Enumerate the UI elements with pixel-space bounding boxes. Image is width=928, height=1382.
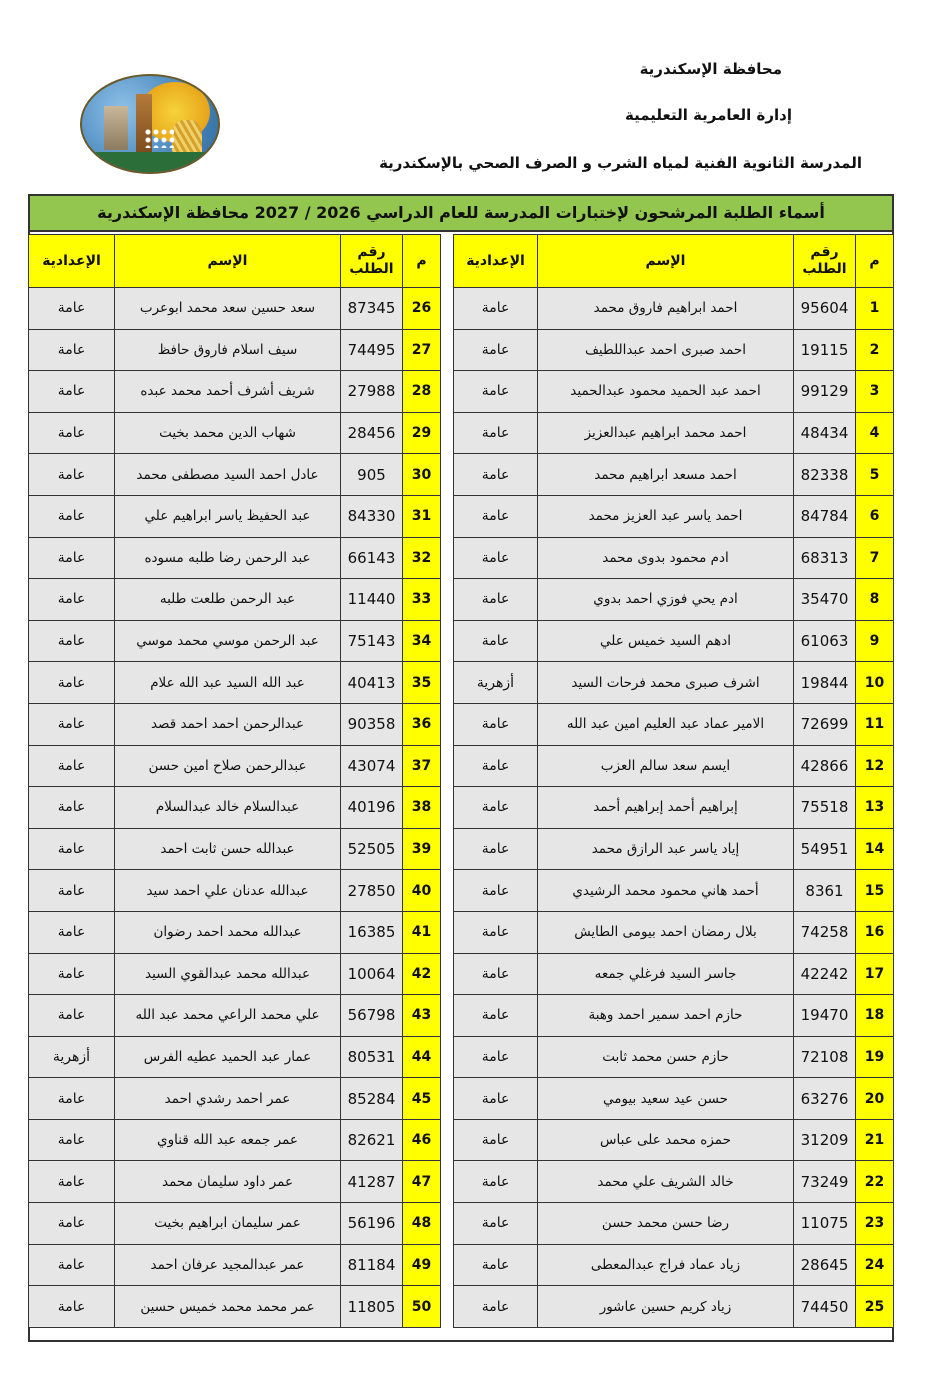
preparatory-type: عامة [29, 495, 115, 537]
preparatory-type: عامة [454, 995, 538, 1037]
row-number: 48 [403, 1203, 441, 1245]
row-number: 8 [856, 579, 894, 621]
student-name: احمد ياسر عبد العزيز محمد [538, 495, 794, 537]
logo-stars-shape [144, 128, 174, 148]
row-number: 6 [856, 495, 894, 537]
student-name: سعد حسين سعد محمد ابوعرب [115, 288, 341, 330]
preparatory-type: عامة [29, 745, 115, 787]
preparatory-type: عامة [29, 870, 115, 912]
table-row [29, 329, 441, 371]
table-row [29, 495, 441, 537]
preparatory-type: عامة [454, 1161, 538, 1203]
preparatory-type: عامة [454, 745, 538, 787]
row-number: 23 [856, 1203, 894, 1245]
preparatory-type: عامة [29, 703, 115, 745]
col-header-name: الإسم [538, 235, 794, 288]
table-row [29, 1286, 441, 1328]
preparatory-type: عامة [29, 1286, 115, 1328]
student-name: ادم يحي فوزي احمد بدوي [538, 579, 794, 621]
application-number: 75143 [341, 620, 403, 662]
row-number: 32 [403, 537, 441, 579]
row-number: 14 [856, 828, 894, 870]
student-name: عبدالله حسن ثابت احمد [115, 828, 341, 870]
application-number: 73249 [794, 1161, 856, 1203]
student-name: ادهم السيد خميس علي [538, 620, 794, 662]
table-row [454, 870, 894, 912]
row-number: 26 [403, 288, 441, 330]
preparatory-type: عامة [454, 1078, 538, 1120]
student-name: احمد محمد ابراهيم عبدالعزيز [538, 412, 794, 454]
administration-heading: إدارة العامرية التعليمية [624, 106, 792, 124]
table-row [454, 745, 894, 787]
table-row [29, 870, 441, 912]
student-name: عبدالرحمن صلاح امين حسن [115, 745, 341, 787]
table-row [29, 1244, 441, 1286]
application-number: 48434 [794, 412, 856, 454]
row-number: 47 [403, 1161, 441, 1203]
row-number: 24 [856, 1244, 894, 1286]
table-row [454, 495, 894, 537]
col-header-code-line1: رقم [810, 244, 839, 260]
application-number: 72699 [794, 703, 856, 745]
school-logo [80, 74, 220, 174]
student-name: احمد عبد الحميد محمود عبدالحميد [538, 371, 794, 413]
row-number: 41 [403, 911, 441, 953]
col-header-num: م [403, 235, 441, 288]
preparatory-type: عامة [454, 1203, 538, 1245]
student-name: عبد الرحمن موسي محمد موسي [115, 620, 341, 662]
application-number: 84330 [341, 495, 403, 537]
student-name: شهاب الدين محمد بخيت [115, 412, 341, 454]
table-row [454, 828, 894, 870]
row-number: 7 [856, 537, 894, 579]
student-name: احمد صبرى احمد عبداللطيف [538, 329, 794, 371]
application-number: 56798 [341, 995, 403, 1037]
application-number: 28456 [341, 412, 403, 454]
col-header-code-line2: الطلب [349, 261, 394, 277]
preparatory-type: عامة [29, 1244, 115, 1286]
application-number: 90358 [341, 703, 403, 745]
student-name: عبد الحفيظ ياسر ابراهيم علي [115, 495, 341, 537]
row-number: 13 [856, 787, 894, 829]
preparatory-type: عامة [454, 1119, 538, 1161]
student-name: عبد الرحمن طلعت طلبه [115, 579, 341, 621]
row-number: 16 [856, 911, 894, 953]
table-row [454, 662, 894, 704]
row-number: 3 [856, 371, 894, 413]
row-number: 11 [856, 703, 894, 745]
row-number: 46 [403, 1119, 441, 1161]
preparatory-type: عامة [454, 329, 538, 371]
row-number: 37 [403, 745, 441, 787]
student-name: عمار عبد الحميد عطيه الفرس [115, 1036, 341, 1078]
col-header-code [794, 235, 856, 288]
preparatory-type: عامة [454, 870, 538, 912]
row-number: 27 [403, 329, 441, 371]
application-number: 11075 [794, 1203, 856, 1245]
student-name: عبدالله عدنان علي احمد سيد [115, 870, 341, 912]
col-header-prep: الإعدادية [454, 235, 538, 288]
student-name: عادل احمد السيد مصطفى محمد [115, 454, 341, 496]
preparatory-type: عامة [29, 953, 115, 995]
preparatory-type: عامة [454, 454, 538, 496]
preparatory-type: عامة [29, 1078, 115, 1120]
table-row [454, 454, 894, 496]
row-number: 4 [856, 412, 894, 454]
preparatory-type: عامة [29, 371, 115, 413]
application-number: 35470 [794, 579, 856, 621]
row-number: 39 [403, 828, 441, 870]
row-number: 9 [856, 620, 894, 662]
table-header-row [454, 235, 894, 288]
row-number: 38 [403, 787, 441, 829]
preparatory-type: عامة [29, 1119, 115, 1161]
application-number: 41287 [341, 1161, 403, 1203]
application-number: 19844 [794, 662, 856, 704]
preparatory-type: عامة [29, 1203, 115, 1245]
row-number: 25 [856, 1286, 894, 1328]
table-row [29, 828, 441, 870]
student-name: عمر جمعه عبد الله قناوي [115, 1119, 341, 1161]
table-row [454, 288, 894, 330]
application-number: 85284 [341, 1078, 403, 1120]
table-row [454, 1119, 894, 1161]
table-row [454, 371, 894, 413]
table-row [29, 1119, 441, 1161]
application-number: 74450 [794, 1286, 856, 1328]
preparatory-type: عامة [454, 828, 538, 870]
row-number: 30 [403, 454, 441, 496]
table-row [29, 1078, 441, 1120]
table-row [29, 1203, 441, 1245]
students-table-left [28, 234, 441, 1328]
student-name: عبد الله السيد عبد الله علام [115, 662, 341, 704]
application-number: 54951 [794, 828, 856, 870]
student-name: ادم محمود بدوى محمد [538, 537, 794, 579]
table-row [454, 995, 894, 1037]
row-number: 29 [403, 412, 441, 454]
table-row [29, 911, 441, 953]
application-number: 8361 [794, 870, 856, 912]
student-name: ايسم سعد سالم العزب [538, 745, 794, 787]
preparatory-type: عامة [29, 995, 115, 1037]
row-number: 50 [403, 1286, 441, 1328]
table-row [454, 537, 894, 579]
student-name: عمر سليمان ابراهيم بخيت [115, 1203, 341, 1245]
table-row [29, 662, 441, 704]
table-row [454, 412, 894, 454]
application-number: 27988 [341, 371, 403, 413]
application-number: 99129 [794, 371, 856, 413]
row-number: 12 [856, 745, 894, 787]
row-number: 17 [856, 953, 894, 995]
student-name: رضا حسن محمد حسن [538, 1203, 794, 1245]
student-name: حازم احمد سمير احمد وهبة [538, 995, 794, 1037]
row-number: 19 [856, 1036, 894, 1078]
table-row [454, 787, 894, 829]
student-name: عمر احمد رشدي احمد [115, 1078, 341, 1120]
list-title: أسماء الطلبة المرشحون لإختبارات المدرسة للعام الدراسي 2026 / 2027 محافظة الإسكندرية [30, 196, 892, 232]
students-list-frame [28, 194, 894, 1342]
row-number: 5 [856, 454, 894, 496]
application-number: 56196 [341, 1203, 403, 1245]
preparatory-type: عامة [454, 787, 538, 829]
application-number: 66143 [341, 537, 403, 579]
preparatory-type: أزهرية [454, 662, 538, 704]
application-number: 19115 [794, 329, 856, 371]
student-name: زياد كريم حسين عاشور [538, 1286, 794, 1328]
student-name: خالد الشريف علي محمد [538, 1161, 794, 1203]
table-row [29, 454, 441, 496]
table-row [29, 620, 441, 662]
table-row [29, 537, 441, 579]
student-name: زياد عماد فراج عبدالمعطى [538, 1244, 794, 1286]
row-number: 36 [403, 703, 441, 745]
preparatory-type: عامة [454, 537, 538, 579]
application-number: 10064 [341, 953, 403, 995]
table-row [454, 1203, 894, 1245]
application-number: 27850 [341, 870, 403, 912]
application-number: 74258 [794, 911, 856, 953]
table-header-row [29, 235, 441, 288]
preparatory-type: عامة [454, 1286, 538, 1328]
col-header-code [341, 235, 403, 288]
preparatory-type: عامة [29, 288, 115, 330]
table-row [29, 1161, 441, 1203]
student-name: احمد مسعد ابراهيم محمد [538, 454, 794, 496]
row-number: 49 [403, 1244, 441, 1286]
application-number: 40413 [341, 662, 403, 704]
application-number: 81184 [341, 1244, 403, 1286]
table-row [29, 703, 441, 745]
application-number: 72108 [794, 1036, 856, 1078]
preparatory-type: عامة [29, 454, 115, 496]
row-number: 1 [856, 288, 894, 330]
preparatory-type: عامة [29, 828, 115, 870]
preparatory-type: عامة [454, 953, 538, 995]
row-number: 10 [856, 662, 894, 704]
row-number: 42 [403, 953, 441, 995]
row-number: 20 [856, 1078, 894, 1120]
application-number: 16385 [341, 911, 403, 953]
application-number: 87345 [341, 288, 403, 330]
preparatory-type: عامة [454, 579, 538, 621]
row-number: 43 [403, 995, 441, 1037]
logo-banner-shape [82, 152, 218, 172]
table-row [454, 329, 894, 371]
row-number: 21 [856, 1119, 894, 1161]
application-number: 74495 [341, 329, 403, 371]
student-name: إياد ياسر عبد الرازق محمد [538, 828, 794, 870]
preparatory-type: عامة [29, 329, 115, 371]
preparatory-type: عامة [454, 703, 538, 745]
table-row [454, 1161, 894, 1203]
preparatory-type: عامة [29, 620, 115, 662]
preparatory-type: أزهرية [29, 1036, 115, 1078]
student-name: أحمد هاني محمود محمد الرشيدي [538, 870, 794, 912]
table-row [29, 745, 441, 787]
table-row [454, 579, 894, 621]
preparatory-type: عامة [29, 537, 115, 579]
table-row [29, 787, 441, 829]
preparatory-type: عامة [454, 1036, 538, 1078]
table-row [454, 703, 894, 745]
application-number: 82621 [341, 1119, 403, 1161]
table-row [29, 953, 441, 995]
table-row [454, 953, 894, 995]
logo-fort-shape [104, 106, 128, 150]
preparatory-type: عامة [454, 371, 538, 413]
application-number: 905 [341, 454, 403, 496]
table-row [29, 995, 441, 1037]
table-row [454, 1244, 894, 1286]
table-row [29, 1036, 441, 1078]
row-number: 40 [403, 870, 441, 912]
student-name: سيف اسلام فاروق حافظ [115, 329, 341, 371]
preparatory-type: عامة [454, 495, 538, 537]
row-number: 35 [403, 662, 441, 704]
row-number: 31 [403, 495, 441, 537]
col-header-code-line1: رقم [357, 244, 386, 260]
application-number: 80531 [341, 1036, 403, 1078]
col-header-num: م [856, 235, 894, 288]
preparatory-type: عامة [29, 412, 115, 454]
application-number: 19470 [794, 995, 856, 1037]
application-number: 75518 [794, 787, 856, 829]
preparatory-type: عامة [29, 662, 115, 704]
preparatory-type: عامة [29, 787, 115, 829]
row-number: 2 [856, 329, 894, 371]
application-number: 31209 [794, 1119, 856, 1161]
school-heading: المدرسة الثانوية الفنية لمياه الشرب و الصرف الصحي بالإسكندرية [379, 154, 862, 172]
application-number: 63276 [794, 1078, 856, 1120]
preparatory-type: عامة [29, 1161, 115, 1203]
logo-wheat-shape [172, 120, 202, 156]
row-number: 28 [403, 371, 441, 413]
student-name: عبدالرحمن احمد احمد قصد [115, 703, 341, 745]
student-name: حمزه محمد على عباس [538, 1119, 794, 1161]
application-number: 43074 [341, 745, 403, 787]
student-name: عبد الرحمن رضا طلبه مسوده [115, 537, 341, 579]
table-row [454, 1036, 894, 1078]
application-number: 82338 [794, 454, 856, 496]
student-name: عمر داود سليمان محمد [115, 1161, 341, 1203]
students-table-right [453, 234, 894, 1328]
row-number: 22 [856, 1161, 894, 1203]
application-number: 68313 [794, 537, 856, 579]
student-name: عمر محمد محمد خميس حسين [115, 1286, 341, 1328]
table-row [454, 1286, 894, 1328]
student-name: إبراهيم أحمد إبراهيم أحمد [538, 787, 794, 829]
preparatory-type: عامة [454, 288, 538, 330]
student-name: جاسر السيد فرغلي جمعه [538, 953, 794, 995]
preparatory-type: عامة [454, 1244, 538, 1286]
preparatory-type: عامة [454, 620, 538, 662]
col-header-name: الإسم [115, 235, 341, 288]
table-row [29, 412, 441, 454]
table-row [454, 620, 894, 662]
student-name: علي محمد الراعي محمد عبد الله [115, 995, 341, 1037]
application-number: 40196 [341, 787, 403, 829]
table-row [29, 371, 441, 413]
student-name: اشرف صبرى محمد فرحات السيد [538, 662, 794, 704]
application-number: 28645 [794, 1244, 856, 1286]
application-number: 11440 [341, 579, 403, 621]
student-name: حسن عيد سعيد بيومي [538, 1078, 794, 1120]
application-number: 42866 [794, 745, 856, 787]
application-number: 84784 [794, 495, 856, 537]
student-name: عبدالله محمد عبدالقوي السيد [115, 953, 341, 995]
table-row [29, 288, 441, 330]
application-number: 61063 [794, 620, 856, 662]
row-number: 44 [403, 1036, 441, 1078]
preparatory-type: عامة [29, 579, 115, 621]
table-row [454, 911, 894, 953]
student-name: عبدالسلام خالد عبدالسلام [115, 787, 341, 829]
table-row [29, 579, 441, 621]
row-number: 34 [403, 620, 441, 662]
application-number: 95604 [794, 288, 856, 330]
row-number: 33 [403, 579, 441, 621]
application-number: 52505 [341, 828, 403, 870]
application-number: 42242 [794, 953, 856, 995]
student-name: الامير عماد عبد العليم امين عبد الله [538, 703, 794, 745]
student-name: عمر عبدالمجيد عرفان احمد [115, 1244, 341, 1286]
preparatory-type: عامة [454, 412, 538, 454]
governorate-heading: محافظة الإسكندرية [639, 60, 782, 78]
student-name: عبدالله محمد احمد رضوان [115, 911, 341, 953]
col-header-prep: الإعدادية [29, 235, 115, 288]
student-name: بلال رمضان احمد بيومى الطايش [538, 911, 794, 953]
student-name: حازم حسن محمد ثابت [538, 1036, 794, 1078]
preparatory-type: عامة [29, 911, 115, 953]
row-number: 15 [856, 870, 894, 912]
col-header-code-line2: الطلب [802, 261, 847, 277]
row-number: 45 [403, 1078, 441, 1120]
table-row [454, 1078, 894, 1120]
preparatory-type: عامة [454, 911, 538, 953]
student-name: احمد ابراهيم فاروق محمد [538, 288, 794, 330]
student-name: شريف أشرف أحمد محمد عبده [115, 371, 341, 413]
row-number: 18 [856, 995, 894, 1037]
application-number: 11805 [341, 1286, 403, 1328]
